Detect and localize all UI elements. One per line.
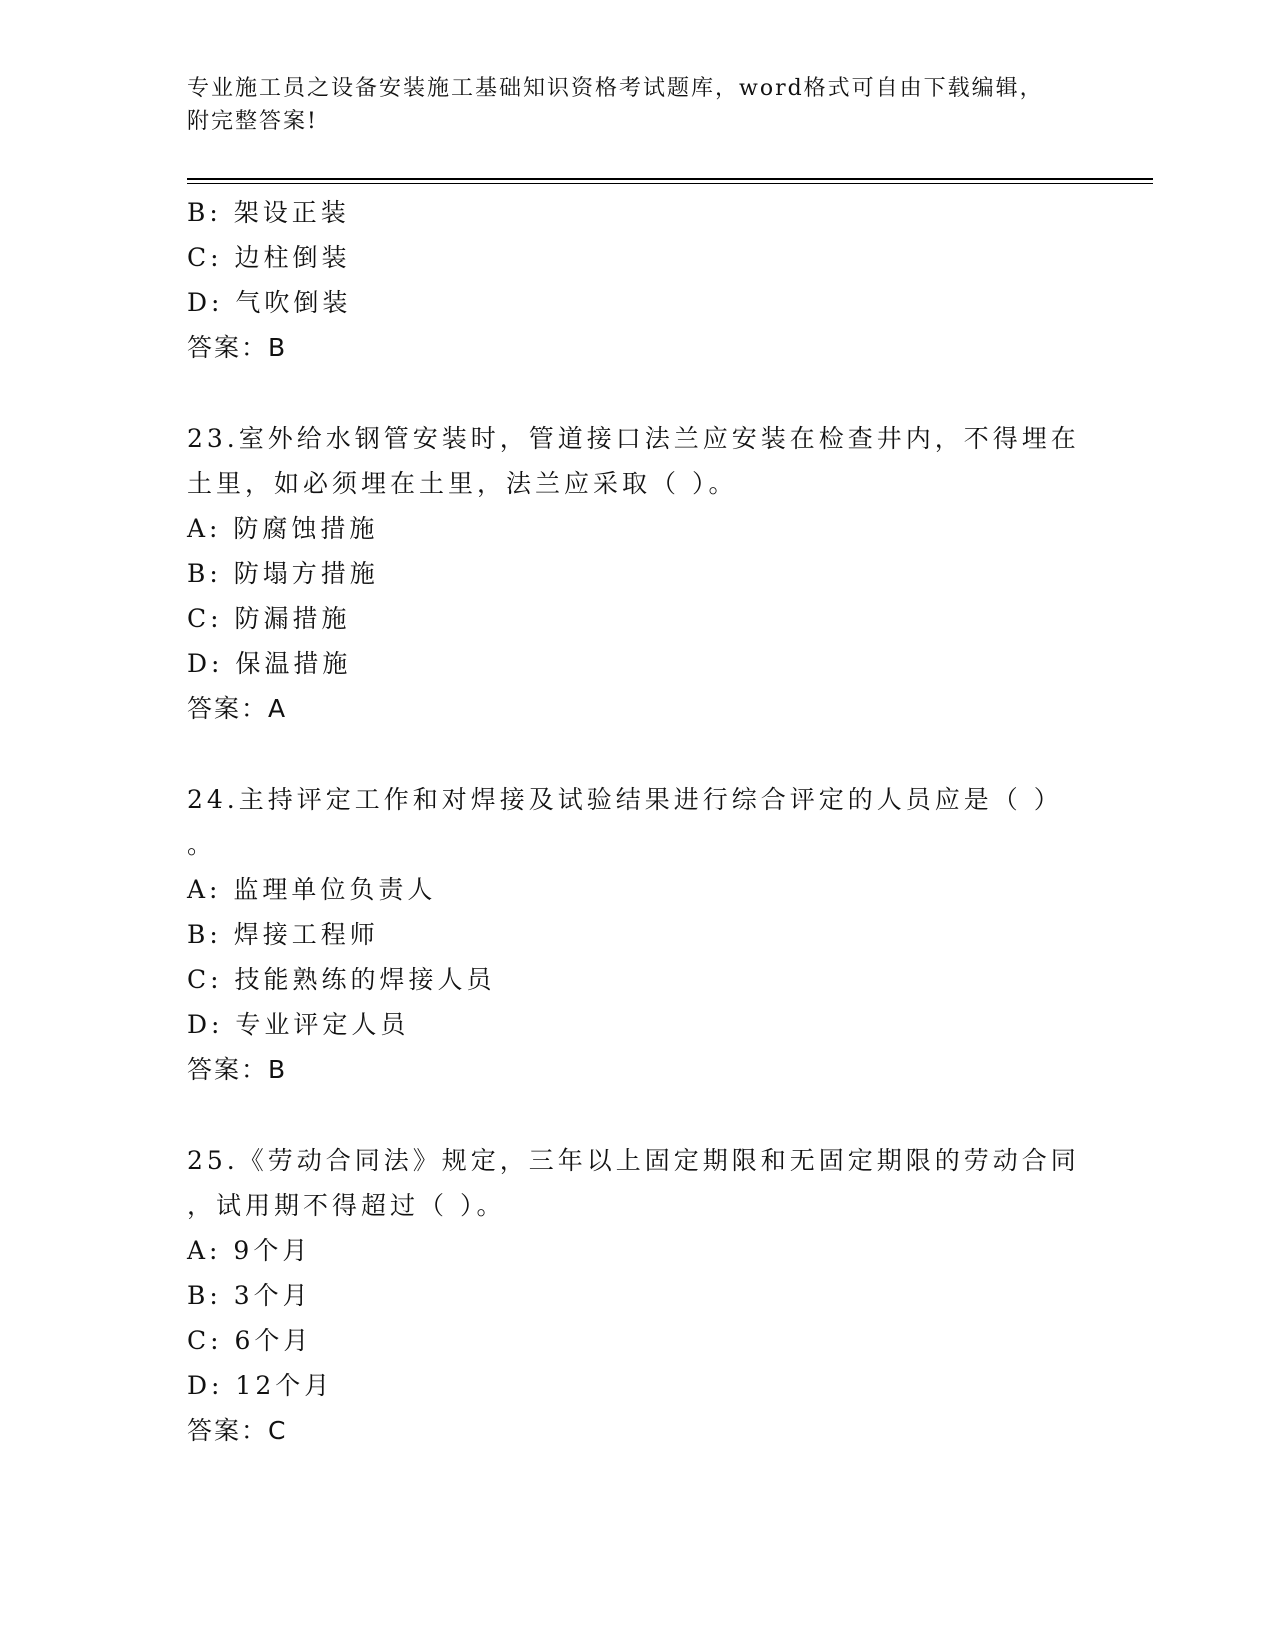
answer-line: 答案：A: [187, 694, 288, 723]
question-stem: [187, 1138, 1087, 1228]
option-d: D: 12个月: [187, 1371, 334, 1400]
option-b: B: 焊接工程师: [187, 920, 379, 949]
header-line-1: 专业施工员之设备安装施工基础知识资格考试题库，word格式可自由下载编辑，: [187, 76, 1044, 101]
stem-line: ，试用期不得超过（ ）。: [187, 1191, 506, 1220]
question-list: [187, 190, 1087, 1453]
option-c: C: 边柱倒装: [187, 243, 351, 272]
question-stem: [187, 777, 1087, 867]
header-divider-thin: [187, 183, 1153, 184]
stem-line: 。: [187, 830, 217, 859]
stem-line: 23.室外给水钢管安装时，管道接口法兰应安装在检查井内，不得埋在: [187, 424, 1080, 453]
option-a: A: 9个月: [187, 1236, 312, 1265]
option-d: D: 气吹倒装: [187, 288, 352, 317]
answer-line: 答案：B: [187, 333, 288, 362]
question-stem: [187, 416, 1087, 506]
option-b: B: 架设正装: [187, 198, 350, 227]
option-a: A: 防腐蚀措施: [187, 514, 379, 543]
question-22-continuation: [187, 190, 1087, 370]
question-24: [187, 777, 1087, 1092]
option-b: B: 防塌方措施: [187, 559, 379, 588]
stem-line: 25.《劳动合同法》规定，三年以上固定期限和无固定期限的劳动合同: [187, 1146, 1080, 1175]
stem-line: 24.主持评定工作和对焊接及试验结果进行综合评定的人员应是（ ）: [187, 785, 1063, 814]
spacer: [187, 731, 1087, 777]
header-divider-thick: [187, 178, 1153, 180]
answer-line: 答案：B: [187, 1055, 288, 1084]
answer-line: 答案：C: [187, 1416, 288, 1445]
option-c: C: 技能熟练的焊接人员: [187, 965, 496, 994]
header-line-2: 附完整答案!: [187, 109, 318, 134]
spacer: [187, 1092, 1087, 1138]
question-23: [187, 416, 1087, 731]
option-b: B: 3个月: [187, 1281, 312, 1310]
document-header: [187, 72, 1087, 138]
option-d: D: 保温措施: [187, 649, 352, 678]
stem-line: 土里，如必须埋在土里，法兰应采取（ ）。: [187, 469, 738, 498]
option-d: D: 专业评定人员: [187, 1010, 410, 1039]
option-c: C: 6个月: [187, 1326, 313, 1355]
option-a: A: 监理单位负责人: [187, 875, 437, 904]
spacer: [187, 370, 1087, 416]
option-c: C: 防漏措施: [187, 604, 351, 633]
question-25: [187, 1138, 1087, 1453]
